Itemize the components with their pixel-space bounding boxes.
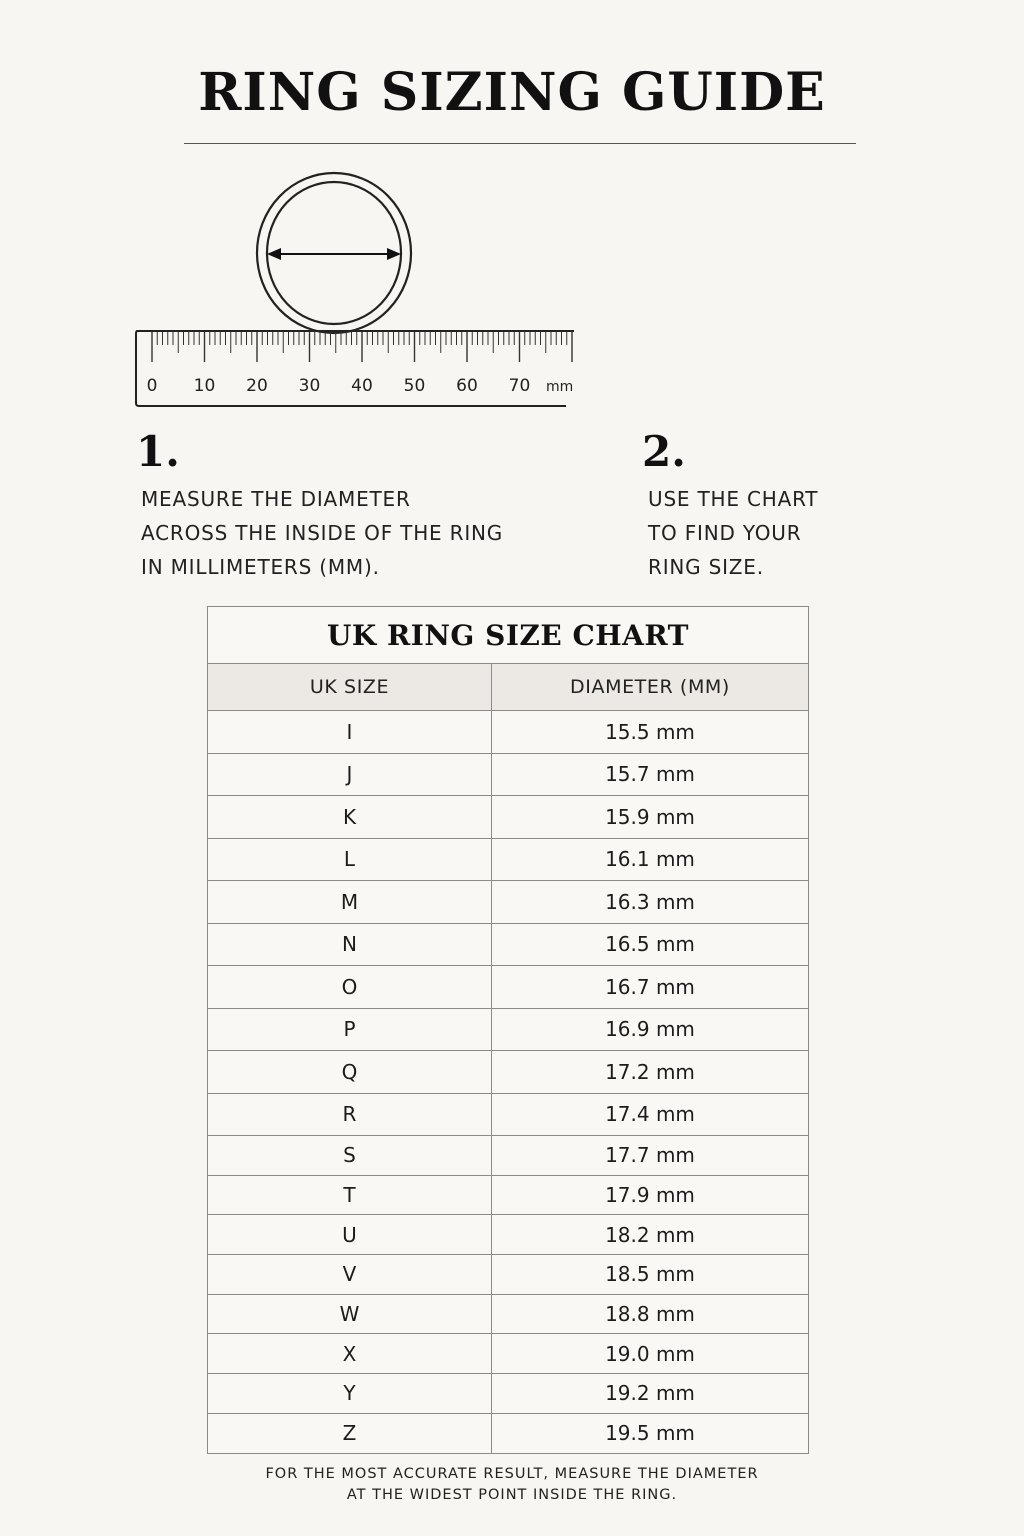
step-line: ACROSS THE INSIDE OF THE RING: [141, 521, 504, 545]
diameter-cell: 16.7 mm: [492, 966, 809, 1009]
diameter-cell: 19.2 mm: [492, 1374, 809, 1414]
ruler-label: 10: [193, 376, 216, 396]
uk-size-cell: Z: [208, 1413, 492, 1452]
diameter-cell: 15.7 mm: [492, 753, 809, 796]
diameter-cell: 18.8 mm: [492, 1294, 809, 1334]
uk-size-cell: M: [208, 881, 492, 924]
diameter-cell: 17.7 mm: [492, 1136, 809, 1176]
ruler-label: 40: [351, 376, 373, 396]
ruler-graphic: [136, 331, 574, 406]
ruler-label: 50: [403, 376, 426, 396]
table-row: [208, 711, 808, 754]
table-row: [208, 1413, 808, 1452]
diameter-cell: 17.4 mm: [492, 1093, 809, 1136]
uk-size-cell: O: [208, 966, 492, 1009]
step-instruction: [648, 482, 818, 584]
uk-size-cell: U: [208, 1215, 492, 1255]
step-line: RING SIZE.: [648, 555, 764, 579]
table-row: [208, 1255, 808, 1295]
table-row: [208, 1334, 808, 1374]
diameter-cell: 17.2 mm: [492, 1051, 809, 1094]
step-number: 2.: [642, 427, 686, 476]
table-row: [208, 1294, 808, 1334]
table-row: [208, 881, 808, 924]
ring-on-ruler-icon: [0, 0, 1024, 420]
table-header-row: [208, 664, 808, 711]
step-number: 1.: [136, 427, 180, 476]
ruler-label: 60: [456, 376, 478, 396]
diameter-cell: 17.9 mm: [492, 1175, 809, 1215]
diameter-cell: 18.5 mm: [492, 1255, 809, 1295]
column-header-diameter: DIAMETER (MM): [492, 664, 809, 711]
diameter-cell: 15.9 mm: [492, 796, 809, 839]
table-row: [208, 1215, 808, 1255]
diameter-cell: 16.1 mm: [492, 838, 809, 881]
table-row: [208, 1093, 808, 1136]
step-instruction: [141, 482, 503, 584]
diameter-cell: 16.3 mm: [492, 881, 809, 924]
uk-size-cell: S: [208, 1136, 492, 1176]
ruler-label: 20: [246, 376, 268, 396]
ring-graphic: [257, 173, 411, 333]
footer-line: AT THE WIDEST POINT INSIDE THE RING.: [346, 1487, 678, 1503]
uk-size-cell: R: [208, 1093, 492, 1136]
table-row: [208, 1374, 808, 1414]
table-row: [208, 753, 808, 796]
ruler-label: 0: [146, 376, 158, 396]
table-row: [208, 1136, 808, 1176]
diameter-cell: 18.2 mm: [492, 1215, 809, 1255]
uk-size-cell: I: [208, 711, 492, 754]
uk-size-cell: P: [208, 1008, 492, 1051]
page-title: RING SIZING GUIDE: [198, 62, 826, 123]
uk-ring-size-chart: [207, 606, 809, 1454]
uk-size-cell: Q: [208, 1051, 492, 1094]
ruler-unit: mm: [546, 379, 574, 395]
step-line: USE THE CHART: [648, 487, 819, 511]
column-header-size: UK SIZE: [208, 664, 492, 711]
table-row: [208, 796, 808, 839]
diameter-cell: 16.9 mm: [492, 1008, 809, 1051]
table-row: [208, 966, 808, 1009]
table-row: [208, 923, 808, 966]
ruler-label: 70: [508, 376, 531, 396]
table-row: [208, 1175, 808, 1215]
chart-title: UK RING SIZE CHART: [208, 607, 808, 664]
uk-size-cell: K: [208, 796, 492, 839]
ruler-label: 30: [298, 376, 321, 396]
step-line: MEASURE THE DIAMETER: [141, 487, 411, 511]
table-row: [208, 1008, 808, 1051]
table-row: [208, 1051, 808, 1094]
step-line: IN MILLIMETERS (MM).: [141, 555, 380, 579]
uk-size-cell: X: [208, 1334, 492, 1374]
uk-size-cell: L: [208, 838, 492, 881]
diameter-cell: 19.0 mm: [492, 1334, 809, 1374]
uk-size-cell: J: [208, 753, 492, 796]
footer-line: FOR THE MOST ACCURATE RESULT, MEASURE THE DIAMETER: [265, 1466, 759, 1482]
uk-size-cell: N: [208, 923, 492, 966]
footer-note: [0, 1464, 1024, 1506]
diameter-cell: 16.5 mm: [492, 923, 809, 966]
diameter-cell: 15.5 mm: [605, 719, 695, 744]
diameter-cell: 19.5 mm: [492, 1413, 809, 1452]
uk-size-cell: W: [208, 1294, 492, 1334]
uk-size-cell: V: [208, 1255, 492, 1295]
step-line: TO FIND YOUR: [648, 521, 802, 545]
uk-size-cell: T: [208, 1175, 492, 1215]
size-table: [208, 664, 808, 1453]
uk-size-cell: Y: [208, 1374, 492, 1414]
table-row: [208, 838, 808, 881]
